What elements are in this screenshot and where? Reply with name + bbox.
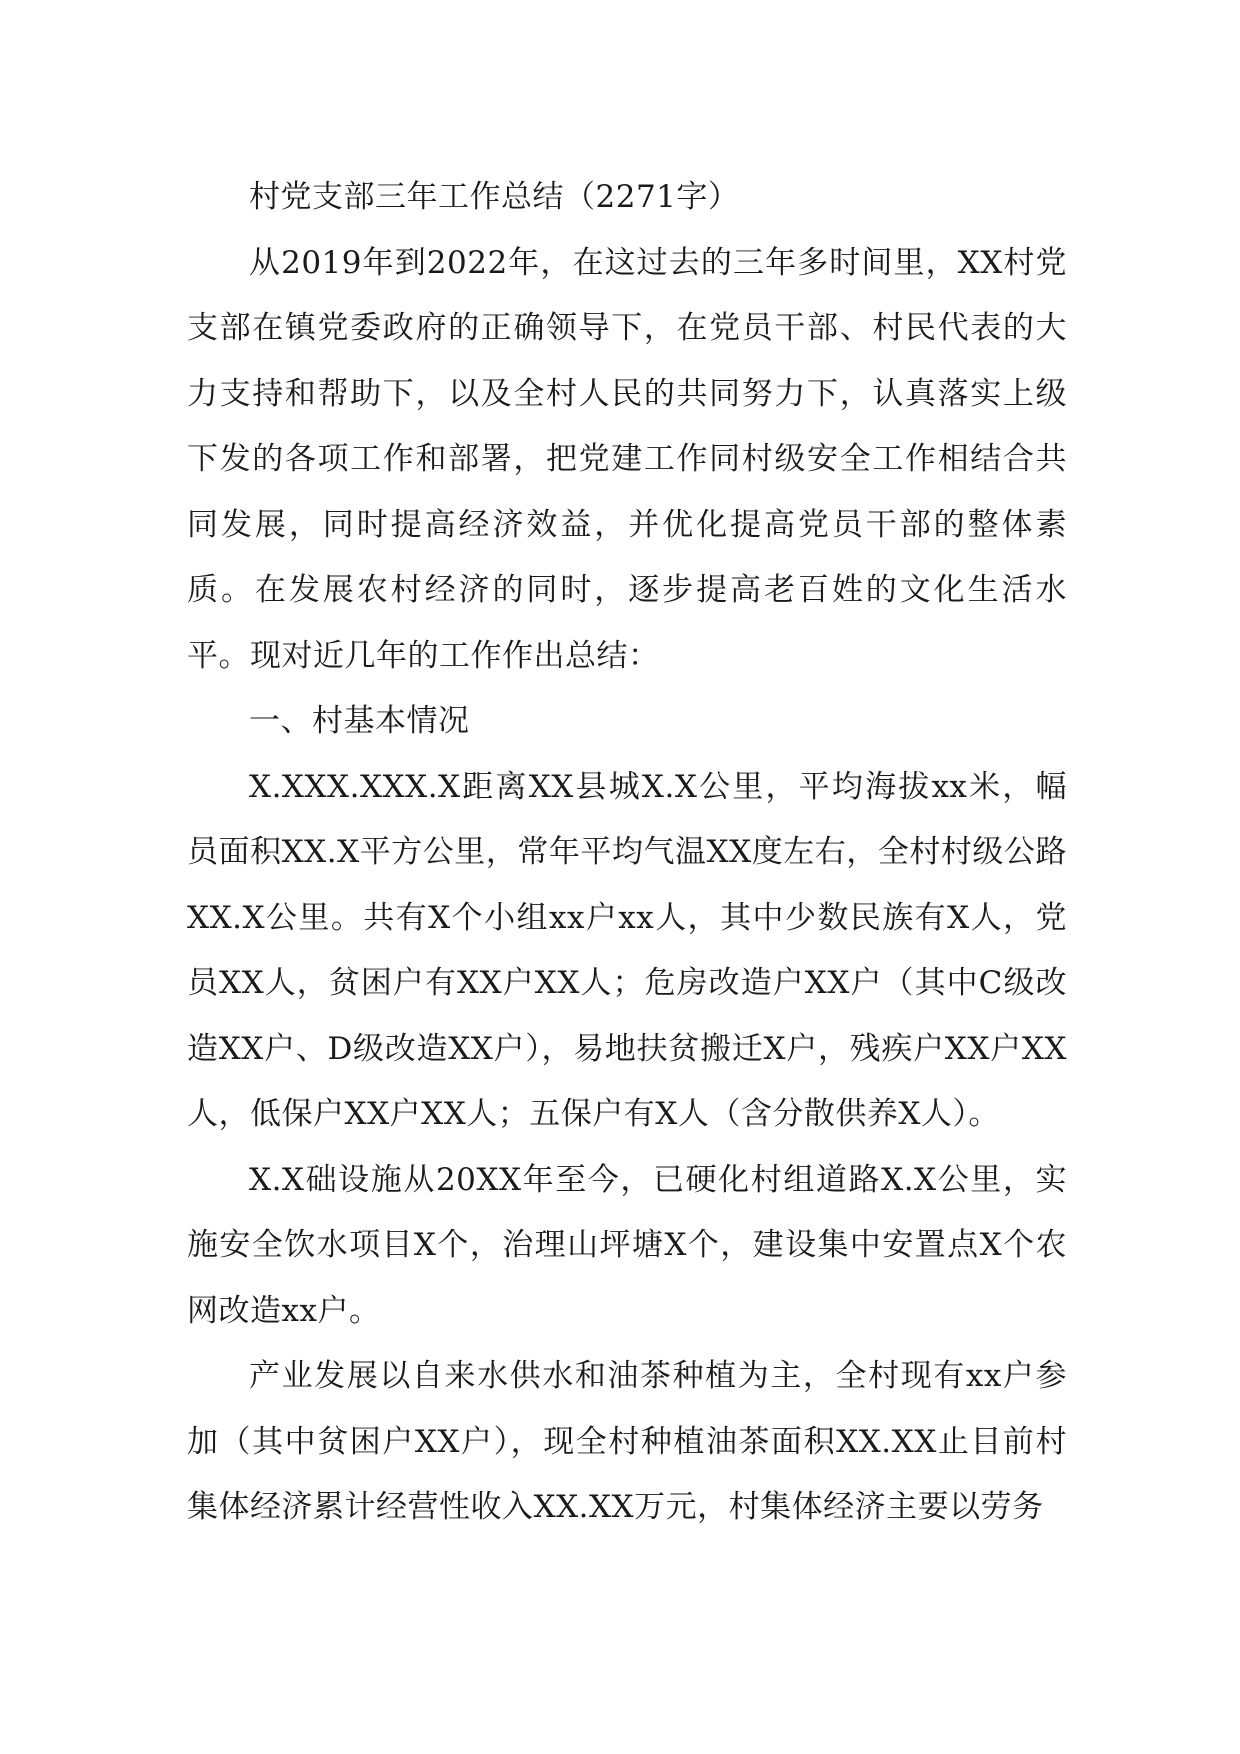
section-heading-basic-info: 一、村基本情况 <box>249 703 470 739</box>
document-title: 村党支部三年工作总结（2271字） <box>249 179 740 215</box>
paragraph-intro: 从2019年到2022年，在这过去的三年多时间里，XX村党支部在镇党委政府的正确领导下，在党员干部、村民代表的大力支持和帮助下，以及全村人民的共同努力下，认真落实上级下发的各项工作和部署，把党建工作同村级安全工作相结合共同发展，同时提高经济效益，并优化提高党员干部的整体素质。在发展农村经济的同时，逐步提高老百姓的文化生活水平。现对近几年的工作作出总结： <box>187 244 1067 674</box>
paragraph-industry: 产业发展以自来水供水和油茶种植为主，全村现有xx户参加（其中贫困户XX户），现全村种植油茶面积XX.XX止目前村集体经济累计经营性收入XX.XX万元，村集体经济主要以劳务 <box>187 1358 1067 1525</box>
paragraph-infrastructure: X.X础设施从20XX年至今，已硬化村组道路X.X公里，实施安全饮水项目X个，治理山坪塘X个，建设集中安置点X个农网改造xx户。 <box>187 1161 1067 1329</box>
document-body <box>187 165 1067 1541</box>
paragraph-basic-info: X.XXX.XXX.X距离XX县城X.X公里，平均海拔xx米，幅员面积XX.X平方公里，常年平均气温XX度左右，全村村级公路XX.X公里。共有X个小组xx户xx人，其中少数民族有X人，党员XX人，贫困户有XX户XX人；危房改造户XX户（其中C级改造XX户、D级改造XX户），易地扶贫搬迁X户，残疾户XX户XX人，低保户XX户XX人；五保户有X人（含分散供养X人）。 <box>187 768 1067 1132</box>
